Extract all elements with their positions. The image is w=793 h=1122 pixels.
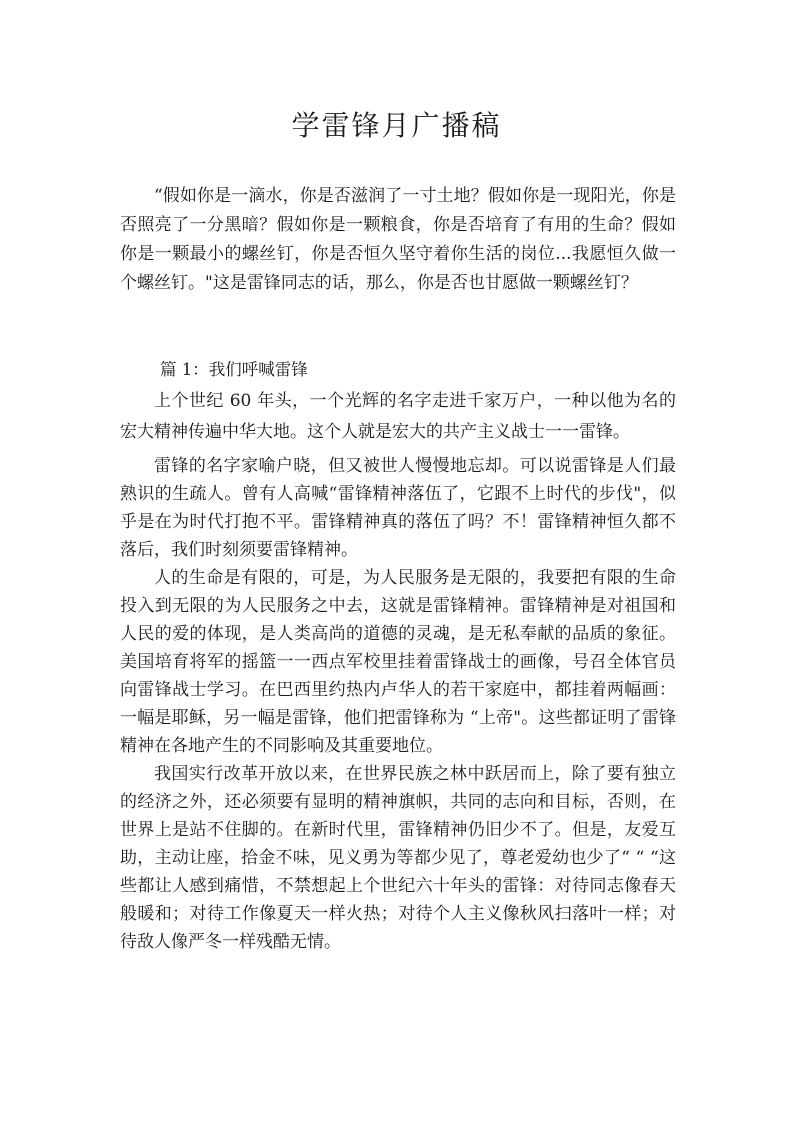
body-paragraph-1: 上个世纪 60 年头，一个光辉的名字走进千家万户，一种以他为名的宏大精神传遍中华大地。这个人就是宏大的共产主义战士一一雷锋。 [120, 391, 676, 442]
body-paragraph-3: 人的生命是有限的，可是，为人民服务是无限的，我要把有限的生命投入到无限的为人民服务之中去，这就是雷锋精神。雷锋精神是对祖国和人民的爱的体现，是人类高尚的道德的灵魂，是无私奉献的品质的象征。美国培育将军的摇篮一一西点军校里挂着雷锋战士的画像，号召全体官员向雷锋战士学习。在巴西里约热内卢华人的若干家庭中，都挂着两幅画：一幅是耶稣，另一幅是雷锋，他们把雷锋称为 “上帝"。这些都证明了雷锋精神在各地产生的不同影响及其重要地位。 [120, 568, 676, 756]
body-text [120, 386, 676, 956]
document-title: 学雷锋月广播稿 [291, 109, 502, 142]
section-heading: 篇 1：我们呼喊雷锋 [160, 360, 308, 379]
body-paragraph-4: 我国实行改革开放以来，在世界民族之林中跃居而上，除了要有独立的经济之外，还必须要有显明的精神旗帜，共同的志向和目标，否则，在世界上是站不住脚的。在新时代里，雷锋精神仍旧少不了。但是，友爱互助，主动让座，拾金不味，见义勇为等都少见了，尊老爱幼也少了“ “ “这些都让人感到痛惜，不禁想起上个世纪六十年头的雷锋：对待同志像春天般暖和；对待工作像夏天一样火热；对待个人主义像秋风扫落叶一样；对待敌人像严冬一样残酷无情。 [120, 764, 676, 952]
intro-paragraph: “假如你是一滴水，你是否滋润了一寸土地？假如你是一现阳光，你是否照亮了一分黑暗？假如你是一颗粮食，你是否培育了有用的生命？假如你是一颗最小的螺丝钉，你是否恒久坚守着你生活的岗位...我愿恒久做一个螺丝钉。"这是雷锋同志的话，那么，你是否也甘愿做一颗螺丝钉？ [120, 186, 676, 293]
body-paragraph-2: 雷锋的名字家喻户晓，但又被世人慢慢地忘却。可以说雷锋是人们最熟识的生疏人。曾有人高喊“雷锋精神落伍了，它跟不上时代的步伐"，似乎是在为时代打抱不平。雷锋精神真的落伍了吗？不！雷锋精神恒久都不落后，我们时刻须要雷锋精神。 [120, 456, 676, 560]
